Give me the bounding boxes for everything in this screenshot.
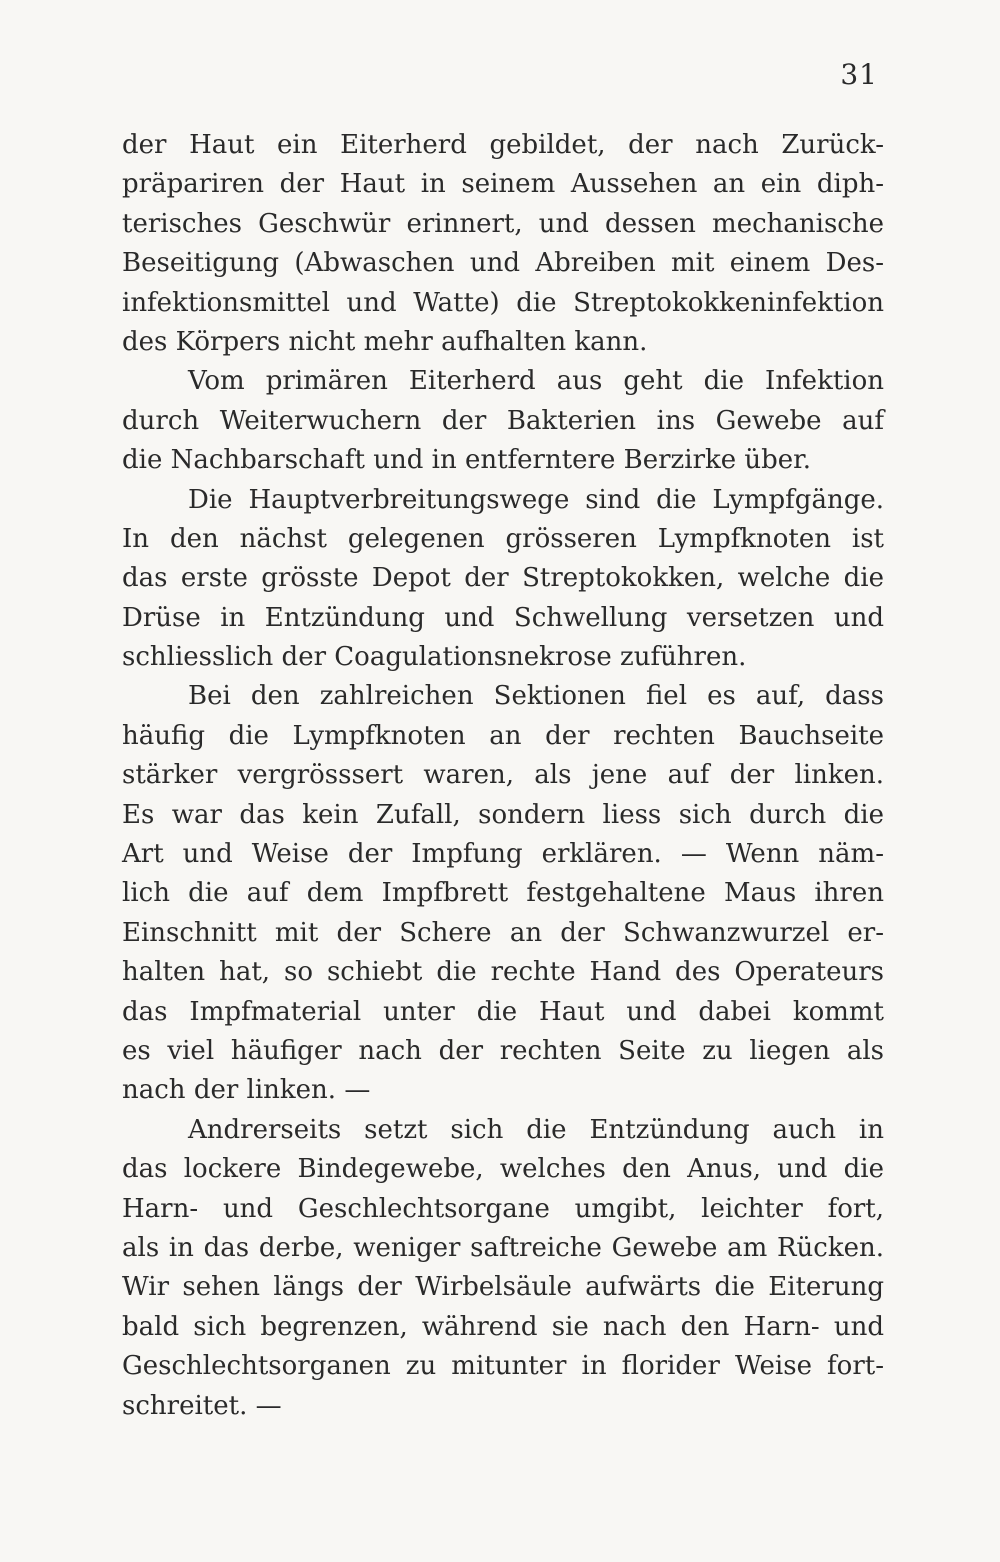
text-line: Wir sehen längs der Wirbelsäule aufwärts die Eiterung [122, 1272, 884, 1303]
text-line: das lockere Bindegewebe, welches den Anus, und die [122, 1154, 884, 1185]
paragraph [122, 481, 884, 678]
text-line: halten hat, so schiebt die rechte Hand des Operateurs [122, 957, 884, 988]
text-line: Es war das kein Zufall, sondern liess sich durch die [122, 799, 884, 830]
page-number: 31 [840, 58, 878, 91]
text-line: Beseitigung (Abwaschen und Abreiben mit einem Des- [122, 248, 884, 279]
text-line: präpariren der Haut in seinem Aussehen an ein diph- [122, 169, 884, 200]
text-line: Die Hauptverbreitungswege sind die Lympfgänge. [188, 484, 884, 515]
text-line: Geschlechtsorganen zu mitunter in florider Weise fort- [122, 1351, 884, 1382]
paragraph [122, 126, 884, 362]
text-line: lich die auf dem Impfbrett festgehaltene Maus ihren [122, 878, 884, 909]
text-line: terisches Geschwür erinnert, und dessen mechanische [122, 208, 884, 239]
text-line: das erste grösste Depot der Streptokokken, welche die [122, 563, 884, 594]
text-line: Drüse in Entzündung und Schwellung versetzen und [122, 602, 884, 633]
text-line: In den nächst gelegenen grösseren Lympfknoten ist [122, 523, 884, 554]
text-line: des Körpers nicht mehr aufhalten kann. [122, 326, 648, 357]
text-line: Einschnitt mit der Schere an der Schwanzwurzel er- [122, 917, 884, 948]
text-line: Vom primären Eiterherd aus geht die Infektion [188, 366, 884, 397]
text-line: schliesslich der Coagulationsnekrose zuführen. [122, 642, 747, 673]
text-line: bald sich begrenzen, während sie nach den Harn- und [122, 1311, 884, 1342]
text-line: schreitet. — [122, 1390, 282, 1421]
text-line: Harn- und Geschlechtsorgane umgibt, leichter fort, [122, 1193, 884, 1224]
text-line: Art und Weise der Impfung erklären. — Wenn näm- [122, 839, 884, 870]
paragraph [122, 677, 884, 1110]
text-line: stärker vergrösssert waren, als jene auf der linken. [122, 760, 884, 791]
text-line: infektionsmittel und Watte) die Streptokokkeninfektion [122, 287, 884, 318]
paragraph [122, 362, 884, 480]
text-line: Andrerseits setzt sich die Entzündung auch in [188, 1114, 884, 1145]
text-line: häufig die Lympfknoten an der rechten Bauchseite [122, 720, 884, 751]
text-line: durch Weiterwuchern der Bakterien ins Gewebe auf [122, 405, 884, 436]
paragraph [122, 1111, 884, 1426]
body-text [122, 126, 884, 1426]
text-line: Bei den zahlreichen Sektionen fiel es auf, dass [188, 681, 884, 712]
text-line: der Haut ein Eiterherd gebildet, der nach Zurück- [122, 130, 884, 160]
text-line: die Nachbarschaft und in entferntere Berzirke über. [122, 445, 812, 476]
text-line: das Impfmaterial unter die Haut und dabei kommt [122, 996, 884, 1027]
text-line: als in das derbe, weniger saftreiche Gewebe am Rücken. [122, 1232, 884, 1263]
text-line: nach der linken. — [122, 1075, 371, 1106]
text-line: es viel häufiger nach der rechten Seite zu liegen als [122, 1035, 884, 1066]
